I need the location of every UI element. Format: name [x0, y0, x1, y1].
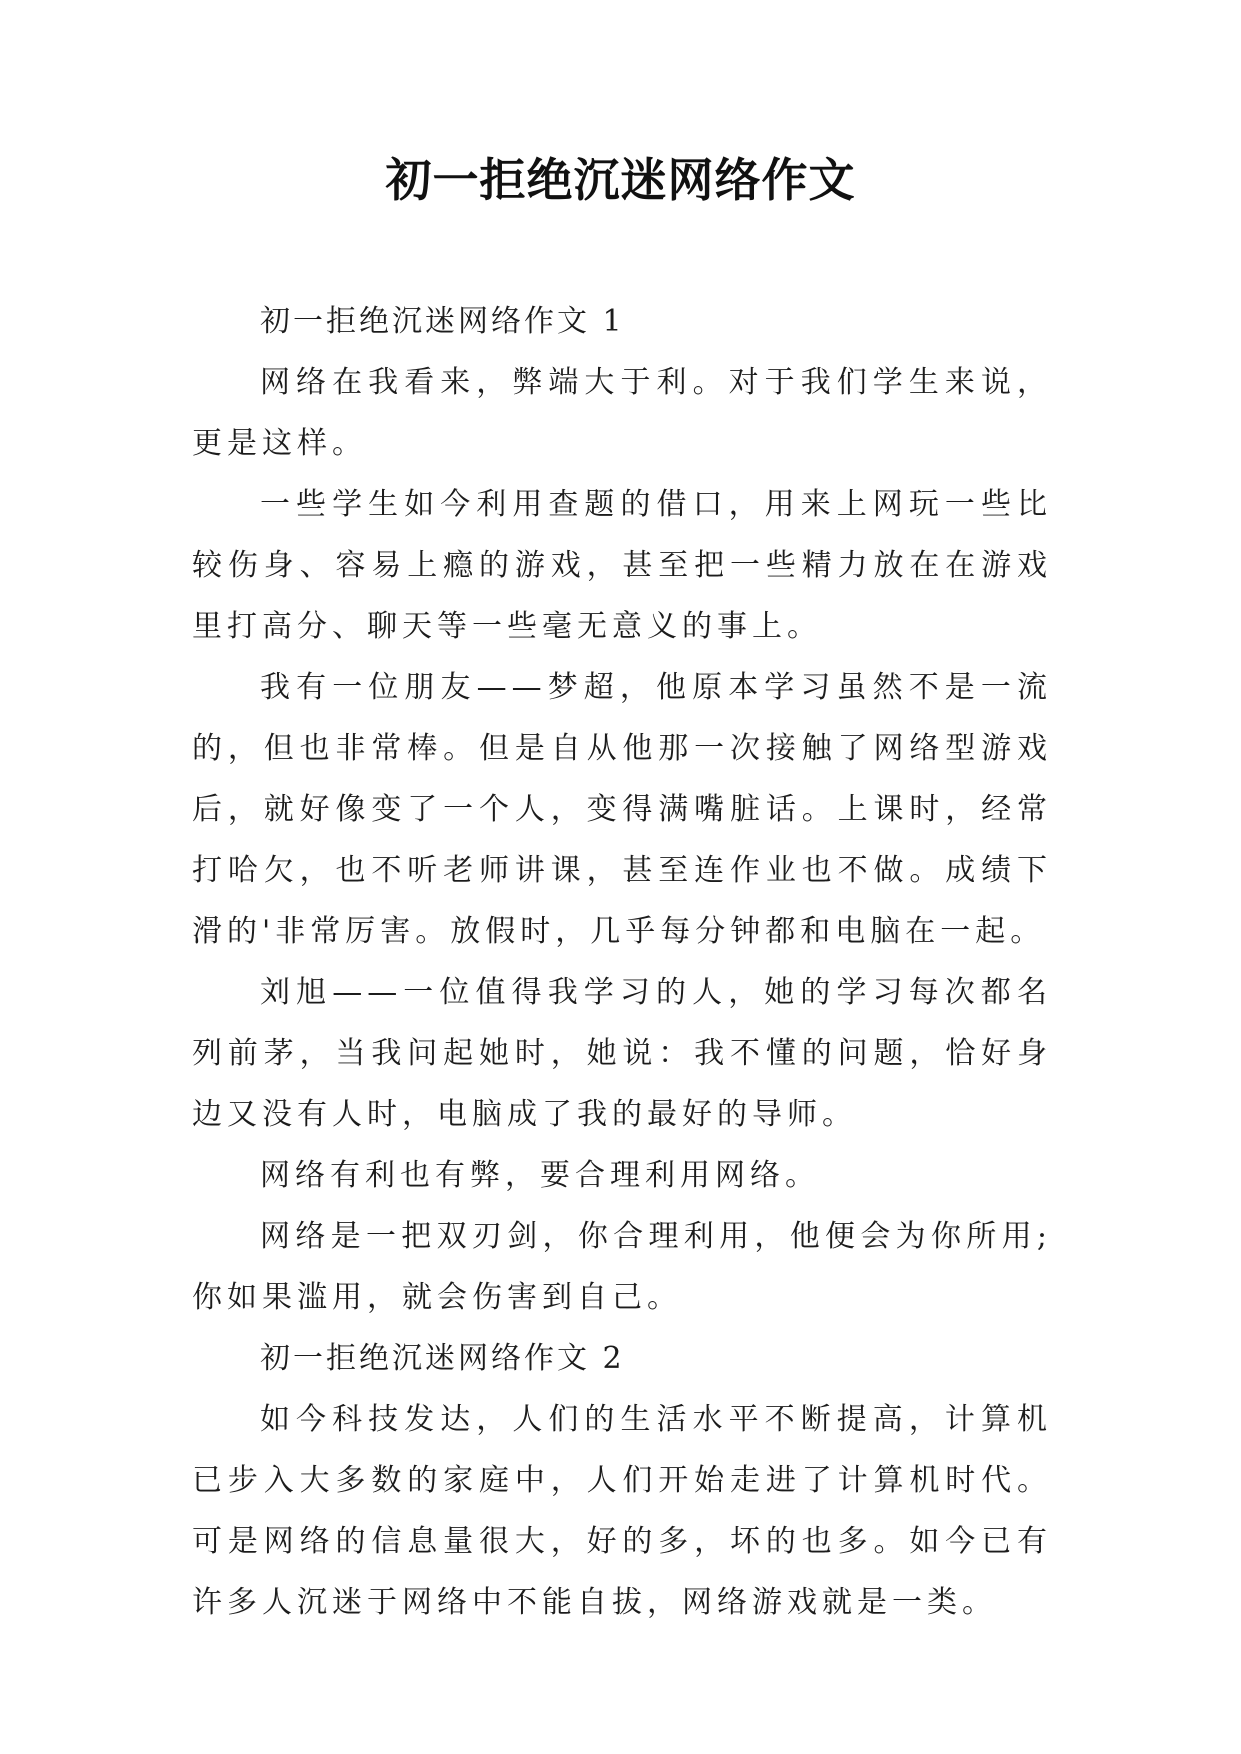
section-heading-2: 初一拒绝沉迷网络作文 2 — [260, 1341, 625, 1376]
paragraph: 网络在我看来，弊端大于利。对于我们学生来说，更是这样。 — [192, 365, 1052, 461]
section-heading-1: 初一拒绝沉迷网络作文 1 — [260, 304, 625, 339]
paragraph: 网络是一把双刃剑，你合理利用，他便会为你所用;你如果滥用，就会伤害到自己。 — [192, 1219, 1052, 1315]
paragraph: 网络有利也有弊，要合理利用网络。 — [260, 1158, 820, 1193]
paragraph: 如今科技发达，人们的生活水平不断提高，计算机已步入大多数的家庭中，人们开始走进了计算机时代。可是网络的信息量很大，好的多，坏的也多。如今已有许多人沉迷于网络中不能自拔，网络游戏就是一类。 — [192, 1402, 1052, 1620]
document-body — [192, 291, 1052, 1633]
paragraph: 我有一位朋友——梦超，他原本学习虽然不是一流的，但也非常棒。但是自从他那一次接触了网络型游戏后，就好像变了一个人，变得满嘴脏话。上课时，经常打哈欠，也不听老师讲课，甚至连作业也不做。成绩下滑的'非常厉害。放假时，几乎每分钟都和电脑在一起。 — [192, 670, 1052, 949]
document-title: 初一拒绝沉迷网络作文 — [385, 153, 856, 207]
paragraph: 刘旭——一位值得我学习的人，她的学习每次都名列前茅，当我问起她时，她说：我不懂的问题，恰好身边又没有人时，电脑成了我的最好的导师。 — [192, 975, 1052, 1132]
paragraph: 一些学生如今利用查题的借口，用来上网玩一些比较伤身、容易上瘾的游戏，甚至把一些精力放在在游戏里打高分、聊天等一些毫无意义的事上。 — [192, 487, 1052, 644]
